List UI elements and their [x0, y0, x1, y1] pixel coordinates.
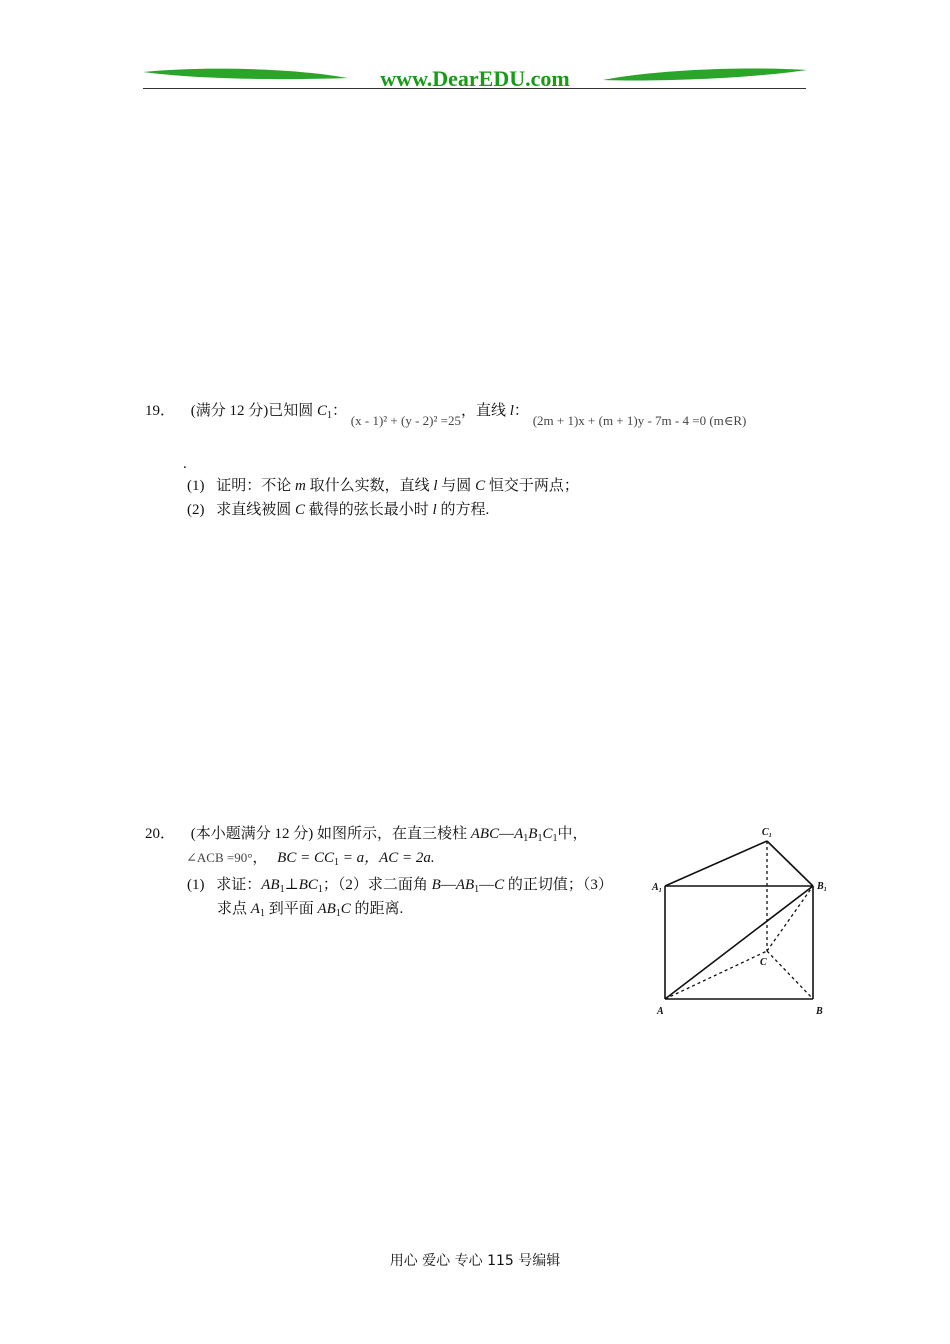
q19-dot: .: [183, 456, 187, 472]
q19-part1-C: C: [475, 478, 486, 494]
q19-mid: ，直线: [460, 403, 510, 419]
q19-part1: [187, 476, 579, 496]
q19-number: 19．: [145, 403, 176, 419]
label-A1: A₁: [652, 882, 663, 893]
q20-top-C: C: [542, 826, 553, 842]
q20-part1-text-b: ；（2）求二面角: [322, 877, 432, 893]
q19-line-equation: (2m + 1)x + (m + 1)y - 7m - 4 =0 (m∈R): [532, 413, 747, 428]
q20-part3-text-a: 求点: [217, 901, 251, 917]
q19-part2-C: C: [295, 502, 306, 518]
q20-perp: ⊥: [284, 877, 299, 893]
q19-part1-text-a: 证明：不论: [216, 478, 296, 494]
label-B: B: [816, 1006, 823, 1017]
q20-condition-b: = a，AC = 2a.: [338, 850, 435, 866]
sub-1: 1: [335, 908, 341, 919]
prism-figure: [648, 822, 838, 1022]
left-leaf-swoosh: [143, 69, 348, 79]
q20-part3: [217, 899, 403, 919]
q20-part1-AB: AB: [261, 877, 280, 893]
q20-dash: —: [499, 826, 515, 842]
q19-part1-number: (1): [187, 478, 205, 494]
q20-part1: [187, 875, 613, 895]
q20-part1-text-a: 求证：: [216, 877, 262, 893]
q19-part2: [187, 500, 489, 520]
q19-part1-text-c: 与圆: [437, 478, 476, 494]
dash: —: [440, 877, 456, 893]
q19-part2-l: l: [432, 502, 437, 518]
sub-1: 1: [537, 833, 543, 844]
q20-part3-text-b: 到平面: [264, 901, 318, 917]
sub-1: 1: [317, 884, 323, 895]
q19-part2-text-b: 截得的弦长最小时: [305, 502, 433, 518]
q19-part1-l: l: [433, 478, 438, 494]
q20-line2: [186, 848, 435, 868]
q19-part2-number: (2): [187, 502, 205, 518]
edge-C1-B1: [767, 841, 813, 886]
q20-number: 20．: [145, 826, 176, 842]
right-leaf-swoosh: [603, 68, 807, 80]
q20-comma: ，: [252, 850, 268, 866]
q20-part3-text-c: 的距离.: [350, 901, 404, 917]
site-name-logo: www.DearEDU.com: [380, 66, 570, 91]
page-footer: 用心 爱心 专心 115 号编辑: [389, 1253, 561, 1269]
sub-1: 1: [279, 884, 285, 895]
q19-part1-text-d: 恒交于两点；: [485, 478, 579, 494]
q19-colon: ：: [332, 403, 348, 419]
q20-condition-a: BC = CC: [277, 850, 334, 866]
q20-part3-AB: AB: [317, 901, 336, 917]
q20-part3-A: A: [250, 901, 260, 917]
edge-A1-C1: [665, 841, 767, 886]
q19-circle-name: C: [317, 403, 328, 419]
q20-part1-text-c: 的正切值；（3）: [504, 877, 613, 893]
q20-prism-base: ABC: [470, 826, 500, 842]
sub-1: 1: [523, 833, 529, 844]
q20-part3-C: C: [340, 901, 351, 917]
q19-part1-m: m: [295, 478, 306, 494]
q20-part1-BC: BC: [298, 877, 318, 893]
sub-1: 1: [259, 908, 265, 919]
label-C1: C₁: [761, 827, 773, 838]
sub-1: 1: [333, 857, 339, 868]
sub-1: 1: [474, 884, 480, 895]
q19-part1-text-b: 取什么实数，直线: [305, 478, 434, 494]
label-A: A: [657, 1006, 664, 1017]
q20-top-A: A: [514, 826, 524, 842]
q20-line1: [145, 824, 587, 844]
q20-part1-C: C: [494, 877, 505, 893]
edge-C-B-hidden: [767, 951, 813, 999]
q19-intro: (满分 12 分)已知圆: [190, 403, 318, 419]
q20-intro-end: 中，: [557, 826, 588, 842]
label-B1: B₁: [817, 881, 828, 892]
edge-A-B1: [665, 886, 813, 999]
q20-angle: ∠ACB =90°: [186, 850, 253, 865]
dash: —: [479, 877, 495, 893]
q20-intro: (本小题满分 12 分) 如图所示，在直三棱柱: [190, 826, 471, 842]
label-C: C: [760, 957, 767, 968]
q20-part1-AB2: AB: [455, 877, 475, 893]
edge-A-C-hidden: [665, 951, 767, 999]
edge-C-B1-hidden: [767, 886, 813, 951]
q19-colon2: ：: [513, 403, 529, 419]
q19-part2-text-a: 求直线被圆: [216, 502, 296, 518]
q20-part1-number: (1): [187, 877, 205, 893]
q20-top-B: B: [528, 826, 538, 842]
q19-circle-equation: (x - 1)² + (y - 2)² =25: [350, 413, 461, 428]
q20-part1-B: B: [431, 877, 441, 893]
q19-line-name: l: [509, 403, 514, 419]
header-rule: [143, 88, 806, 89]
sub-1: 1: [552, 833, 558, 844]
q19-circle-sub: 1: [327, 410, 333, 421]
q19-part2-text-c: 的方程.: [436, 502, 490, 518]
q19-line1: [145, 401, 747, 428]
header-banner: [143, 64, 807, 94]
